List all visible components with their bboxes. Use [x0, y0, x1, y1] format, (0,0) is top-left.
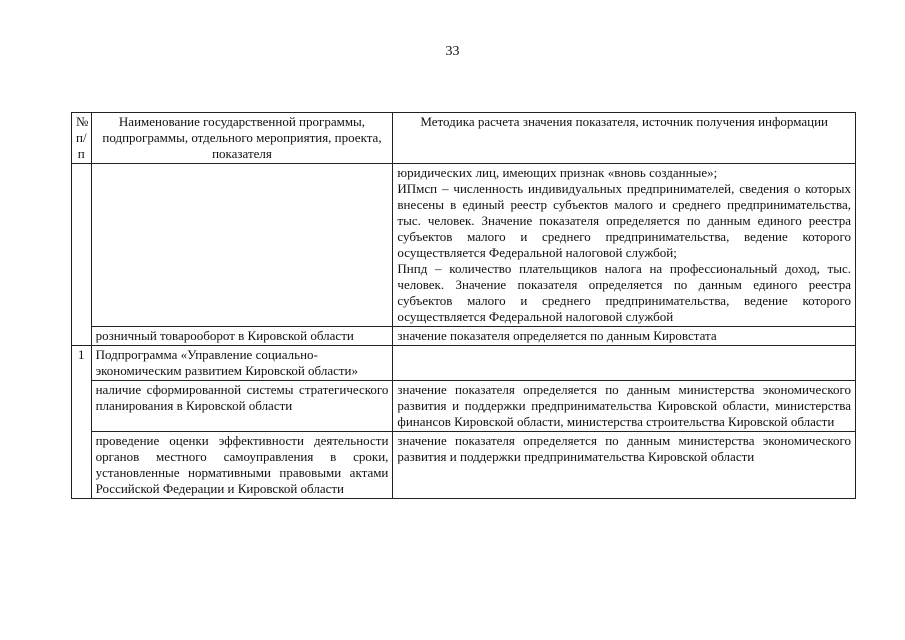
- row-name: розничный товарооборот в Кировской области: [91, 327, 393, 346]
- row-name: проведение оценки эффективности деятельности органов местного самоуправления в сроки, установленные нормативными правовыми актами Российской Федерации и Кировской области: [91, 432, 393, 499]
- method-paragraph: Пнпд – количество плательщиков налога на профессиональный доход, тыс. человек. Значение показателя определяется по данным единого реестра субъектов малого и среднего предпринимательства, ведение которого осуществляется Федеральной налоговой службой: [397, 261, 851, 324]
- table-row: [72, 346, 856, 381]
- row-method: значение показателя определяется по данным министерства экономического развития и поддержки предпринимательства Кировской области, министерства финансов Кировской области, министерства строительства Кировской области: [393, 381, 856, 432]
- method-paragraph: ИПмсп – численность индивидуальных предпринимателей, сведения о которых внесены в единый реестр субъектов малого и среднего предпринимательства, тыс. человек. Значение показателя определяется по данным единого реестра субъектов малого и среднего предпринимательства, ведение которого осуществляется Федеральной налоговой службой;: [397, 181, 851, 260]
- row-num: 1: [72, 346, 92, 381]
- row-method: [393, 346, 856, 381]
- row-name: Подпрограмма «Управление социально-экономическим развитием Кировской области»: [91, 346, 393, 381]
- page-number: 33: [445, 44, 460, 59]
- row-name: [91, 164, 393, 327]
- row-method: значение показателя определяется по данным Кировстата: [393, 327, 856, 346]
- table-row: [72, 432, 856, 499]
- table-row: [72, 381, 856, 432]
- table-row: [72, 164, 856, 327]
- row-name: наличие сформированной системы стратегического планирования в Кировской области: [91, 381, 393, 432]
- row-method: значение показателя определяется по данным министерства экономического развития и поддержки предпринимательства Кировской области: [393, 432, 856, 499]
- header-num: № п/п: [72, 113, 92, 164]
- row-method: [393, 164, 856, 327]
- row-num: [72, 327, 92, 346]
- header-method: Методика расчета значения показателя, источник получения информации: [393, 113, 856, 164]
- header-name: Наименование государственной программы, подпрограммы, отдельного мероприятия, проекта, показателя: [91, 113, 393, 164]
- row-num: [72, 164, 92, 327]
- row-num: [72, 381, 92, 432]
- indicators-table: [71, 112, 856, 499]
- row-num: [72, 432, 92, 499]
- method-paragraph: юридических лиц, имеющих признак «вновь созданные»;: [397, 165, 718, 180]
- table-row: [72, 327, 856, 346]
- table-header-row: [72, 113, 856, 164]
